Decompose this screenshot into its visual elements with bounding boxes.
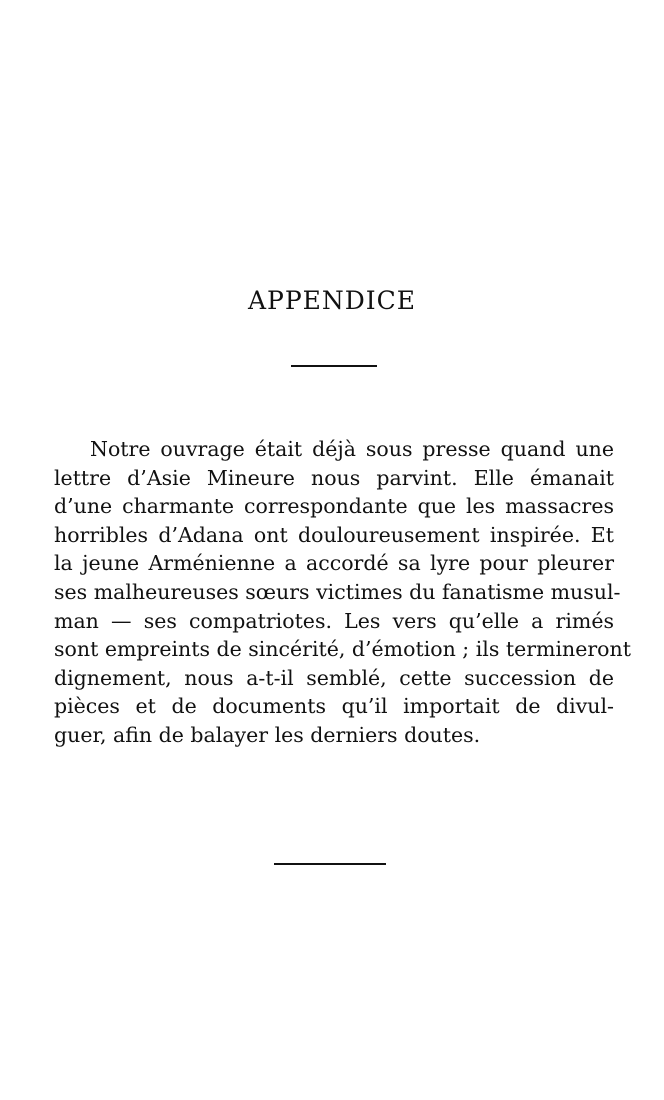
paragraph-line-2: lettre d’Asie Mineure nous parvint. Elle émanait	[54, 465, 614, 490]
paragraph-line-11: guer, afin de balayer les derniers doutes.	[54, 722, 481, 747]
paragraph-line-1: Notre ouvrage était déjà sous presse quand une	[90, 437, 614, 461]
appendix-paragraph	[54, 435, 631, 750]
paragraph-line-3: d’une charmante correspondante que les massacres	[54, 494, 614, 519]
title-underline-rule	[291, 365, 377, 367]
paragraph-line-5: la jeune Arménienne a accordé sa lyre pour pleurer	[54, 551, 614, 576]
paragraph-line-10: pièces et de documents qu’il importait de divul-	[54, 694, 614, 719]
closing-rule	[274, 863, 386, 865]
paragraph-line-6: ses malheureuses sœurs victimes du fanatisme musul-	[54, 579, 621, 604]
page-title: APPENDICE	[247, 286, 417, 315]
paragraph-line-7: man — ses compatriotes. Les vers qu’elle a rimés	[54, 608, 614, 633]
paragraph-line-9: dignement, nous a-t-il semblé, cette succession de	[54, 665, 614, 690]
paragraph-line-4: horribles d’Adana ont douloureusement inspirée. Et	[54, 522, 614, 547]
paragraph-line-8: sont empreints de sincérité, d’émotion ; ils termineront	[54, 637, 631, 662]
